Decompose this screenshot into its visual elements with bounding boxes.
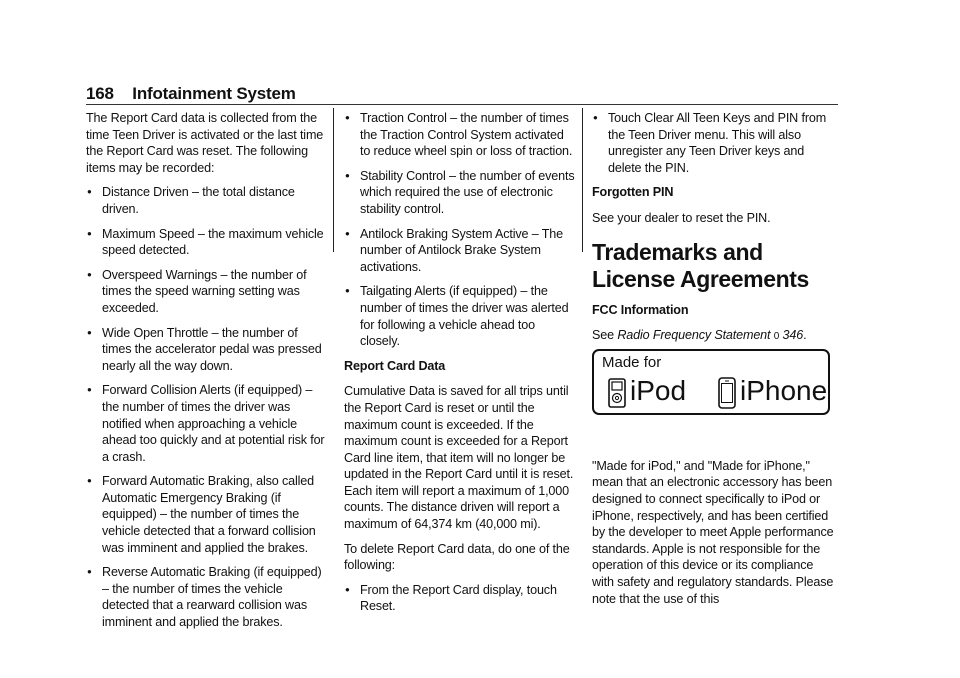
section-title: Infotainment System bbox=[132, 84, 296, 103]
list-item: ● Tailgating Alerts (if equipped) – the number of times the driver was alerted for following a vehicle ahead too closely. bbox=[344, 283, 576, 349]
list-item: ● Maximum Speed – the maximum vehicle speed detected. bbox=[86, 226, 328, 259]
list-item: ● Distance Driven – the total distance driven. bbox=[86, 184, 328, 217]
logo-ipod-text: iPod bbox=[630, 375, 687, 406]
section-heading: Trademarks and License Agreements bbox=[592, 238, 809, 292]
iphone-icon bbox=[718, 377, 736, 409]
page-header bbox=[86, 84, 296, 104]
reference-page[interactable]: 346 bbox=[782, 328, 804, 343]
subheading-report-card-data: Report Card Data bbox=[344, 358, 446, 373]
list-item: ● Forward Collision Alerts (if equipped) – the number of times the driver was notified when approaching a vehicle ahead too quickly and at potential risk for a crash. bbox=[86, 382, 328, 465]
list-item: ● Antilock Braking System Active – The number of Antilock Brake System activations. bbox=[344, 226, 576, 276]
list-item: ● Traction Control – the number of times the Traction Control System activated to reduce wheel spin or loss of traction. bbox=[344, 110, 576, 160]
made-for-ipod-iphone-logo bbox=[592, 349, 830, 415]
column-1 bbox=[86, 110, 328, 639]
paragraph: To delete Report Card data, do one of the following: bbox=[344, 541, 570, 573]
list-item: ● Reverse Automatic Braking (if equipped) – the number of times the vehicle detected that a rearward collision was imminent and applied the brakes. bbox=[86, 564, 328, 630]
column-divider-2 bbox=[582, 108, 583, 252]
subheading-fcc-information: FCC Information bbox=[592, 302, 689, 317]
page-number: 168 bbox=[86, 84, 114, 103]
paragraph: See your dealer to reset the PIN. bbox=[592, 210, 771, 225]
list-item: ● Touch Clear All Teen Keys and PIN from the Teen Driver menu. This will also unregister any Teen Driver keys and delete the PIN. bbox=[592, 110, 838, 176]
list-item: ● Wide Open Throttle – the number of times the accelerator pedal was pressed nearly all the way down. bbox=[86, 325, 328, 375]
list-item: ● Stability Control – the number of events which required the use of electronic stability control. bbox=[344, 168, 576, 218]
reference-link[interactable]: Radio Frequency Statement bbox=[617, 328, 771, 343]
paragraph: Cumulative Data is saved for all trips until the Report Card is reset or until the maximum count is exceeded. If the maximum count is exceeded for a Report Card line item, that item will no longer be updated in the Report Card until it is reset. Each item will report a maximum of 1,000 counts. The distance driven will report a maximum of 64,374 km (40,000 mi). bbox=[344, 384, 574, 532]
page-arrow-icon: 0 bbox=[773, 331, 780, 343]
paragraph: "Made for iPod," and "Made for iPhone," mean that an electronic accessory has been designed to connect specifically to iPod or iPhone, respectively, and has been certified by the developer to meet Apple performance standards. Apple is not responsible for the operation of this device or its compliance with safety and regulatory standards. Please note that the use of this bbox=[592, 458, 834, 606]
intro-paragraph: The Report Card data is collected from the time Teen Driver is activated or the last time the Report Card was reset. The following items may be recorded: bbox=[86, 111, 324, 175]
list-item: ● Overspeed Warnings – the number of times the speed warning setting was exceeded. bbox=[86, 267, 328, 317]
column-2 bbox=[344, 110, 576, 623]
header-rule bbox=[86, 104, 838, 105]
logo-made-for: Made for bbox=[602, 354, 662, 371]
see-suffix: . bbox=[803, 328, 807, 343]
subheading-forgotten-pin: Forgotten PIN bbox=[592, 185, 674, 200]
list-item: ● From the Report Card display, touch Reset. bbox=[344, 582, 576, 615]
see-reference bbox=[592, 327, 838, 346]
column-divider-1 bbox=[333, 108, 334, 252]
logo-iphone-text: iPhone bbox=[740, 375, 828, 406]
list-item: ● Forward Automatic Braking, also called Automatic Emergency Braking (if equipped) – the number of times the vehicle detected that a forward collision was imminent and applied the brakes. bbox=[86, 473, 328, 556]
ipod-icon bbox=[608, 378, 626, 408]
see-prefix: See bbox=[592, 328, 614, 343]
